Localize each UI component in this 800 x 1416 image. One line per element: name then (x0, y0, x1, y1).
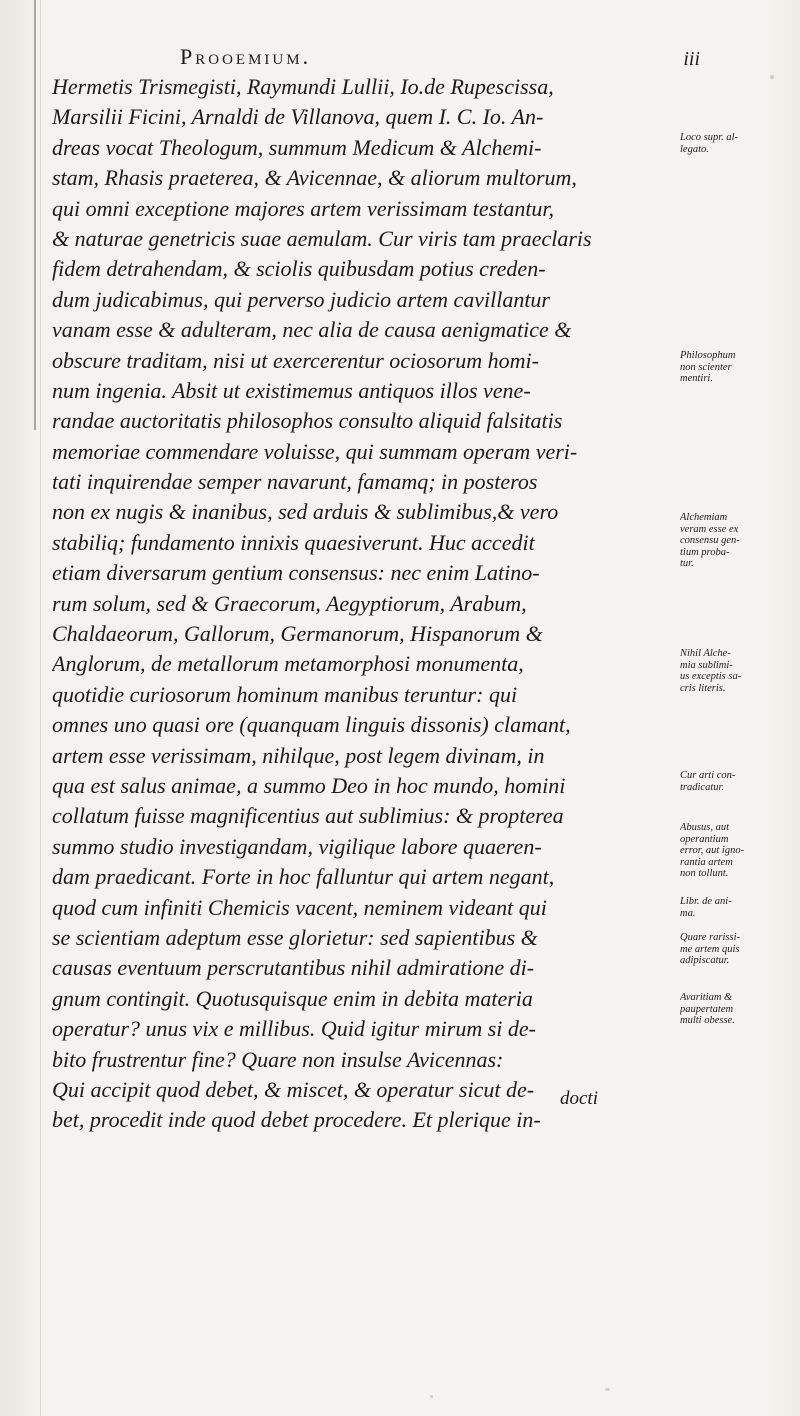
marginal-note-line: Alchemiam (680, 512, 728, 523)
marginal-note-line: consensu gen- (680, 535, 740, 546)
marginal-note-line: ma. (680, 907, 696, 919)
marginal-note (680, 896, 798, 919)
marginal-note (680, 350, 798, 385)
marginal-note-line: rantia artem (680, 856, 733, 868)
text-line: bet, procedit inde quod debet procedere. Et plerique in- (52, 1107, 541, 1133)
text-line: omnes uno quasi ore (quanquam linguis dissonis) clamant, (52, 712, 571, 738)
text-line: num ingenia. Absit ut existimemus antiquos illos vene- (52, 377, 531, 403)
marginal-note-line: tur. (680, 558, 694, 569)
marginal-note-line: Loco supr. al- (680, 132, 739, 143)
text-line: causas eventuum perscrutantibus nihil admiratione di- (52, 955, 535, 981)
body-text (52, 72, 662, 1136)
text-line: rum solum, sed & Graecorum, Aegyptiorum, Arabum, (52, 590, 527, 616)
marginal-note-line: tium proba- (680, 546, 730, 558)
marginal-note-line: veram esse ex (680, 523, 739, 535)
text-line: dum judicabimus, qui perverso judicio artem cavillantur (52, 286, 550, 312)
marginal-note-line: mentiri. (680, 373, 713, 384)
text-line: quod cum infiniti Chemicis vacent, neminem videant qui (52, 894, 547, 920)
text-line: bito frustrentur fine? Quare non insulse Avicennas: (52, 1046, 504, 1072)
marginal-note-line: non tollunt. (680, 868, 729, 879)
text-line: Qui accipit quod debet, & miscet, & operatur sicut de- (52, 1076, 535, 1102)
text-line: dam praedicant. Forte in hoc falluntur qui artem negant, (52, 864, 555, 890)
marginal-note-line: operantium (680, 833, 729, 845)
text-line: qui omni exceptione majores artem verissimam testantur, (52, 195, 555, 221)
text-line: operatur? unus vix e millibus. Quid igitur mirum si de- (52, 1016, 536, 1042)
text-line: Chaldaeorum, Gallorum, Germanorum, Hispanorum & (52, 621, 543, 647)
text-line: qua est salus animae, a summo Deo in hoc mundo, homini (52, 772, 566, 798)
text-line: Anglorum, de metallorum metamorphosi monumenta, (52, 651, 524, 677)
marginal-note-line: mia sublimi- (680, 659, 733, 671)
page-number: iii (683, 48, 700, 70)
marginal-note-line: tradicatur. (680, 781, 725, 793)
marginal-note-line: cris literis. (680, 682, 726, 694)
text-line: stam, Rhasis praeterea, & Avicennae, & aliorum multorum, (52, 165, 577, 191)
marginal-note (680, 770, 798, 793)
text-line: randae auctoritatis philosophos consulto aliquid falsitatis (52, 408, 563, 434)
marginal-note-line: legato. (680, 143, 709, 155)
marginal-note-line: Avaritiam & (680, 992, 733, 1003)
text-line: non ex nugis & inanibus, sed arduis & sublimibus,& vero (52, 499, 559, 525)
text-line: summo studio investigandam, vigilique labore quaeren- (52, 833, 542, 859)
text-line: & naturae genetricis suae aemulam. Cur viris tam praeclaris (52, 225, 592, 251)
catchword: docti (560, 1088, 598, 1109)
marginal-note (680, 512, 798, 570)
text-line: obscure traditam, nisi ut exercerentur ociosorum homi- (52, 347, 539, 373)
gutter-shadow (34, 0, 36, 430)
marginal-note-line: multi obesse. (680, 1015, 735, 1026)
marginal-note-line: Quare rarissi- (680, 932, 740, 943)
text-line: dreas vocat Theologum, summum Medicum & Alchemi- (52, 134, 542, 160)
marginal-note (680, 822, 798, 880)
marginal-note-line: non scienter (680, 361, 732, 373)
running-head: Prooemium. (180, 44, 312, 69)
text-line: quotidie curiosorum hominum manibus teruntur: qui (52, 681, 518, 707)
text-line: tati inquirendae semper navarunt, famamq; in posteros (52, 469, 538, 495)
marginal-note (680, 648, 798, 694)
text-line: Marsilii Ficini, Arnaldi de Villanova, quem I. C. Io. An- (52, 104, 544, 130)
speck (605, 1388, 610, 1391)
marginal-note-line: error, aut igno- (680, 845, 745, 856)
text-line: etiam diversarum gentium consensus: nec enim Latino- (52, 560, 540, 586)
marginal-note (680, 932, 798, 967)
speck (430, 1395, 433, 1398)
marginal-note-line: Abusus, aut (680, 822, 730, 833)
text-line: stabiliq; fundamento innixis quaesiverunt. Huc accedit (52, 529, 535, 555)
marginal-note-line: Cur arti con- (680, 770, 736, 781)
marginal-note-line: Nihil Alche- (680, 648, 731, 659)
gutter-edge (40, 0, 41, 1416)
text-line: collatum fuisse magnificentius aut sublimius: & propterea (52, 803, 564, 829)
marginal-note-line: Libr. de ani- (680, 896, 732, 907)
marginal-note-line: paupertatem (680, 1003, 734, 1015)
text-line: artem esse verissimam, nihilque, post legem divinam, in (52, 742, 545, 768)
marginal-note (680, 992, 798, 1027)
text-line: vanam esse & adulteram, nec alia de causa aenigmatice & (52, 317, 572, 343)
text-line: memoriae commendare voluisse, qui summam operam veri- (52, 438, 578, 464)
text-line: gnum contingit. Quotusquisque enim in debita materia (52, 985, 533, 1011)
text-line: Hermetis Trismegisti, Raymundi Lullii, Io.de Rupescissa, (52, 74, 554, 99)
marginal-note (680, 132, 798, 155)
text-line: se scientiam adeptum esse glorietur: sed sapientibus & (52, 924, 538, 950)
marginal-note-line: me artem quis (680, 943, 740, 955)
marginal-note-line: Philosophum (680, 350, 736, 361)
marginal-note-line: adipiscatur. (680, 955, 730, 966)
marginal-note-line: us exceptis sa- (680, 671, 742, 682)
speck (770, 75, 774, 79)
text-line: fidem detrahendam, & sciolis quibusdam potius creden- (52, 256, 546, 282)
